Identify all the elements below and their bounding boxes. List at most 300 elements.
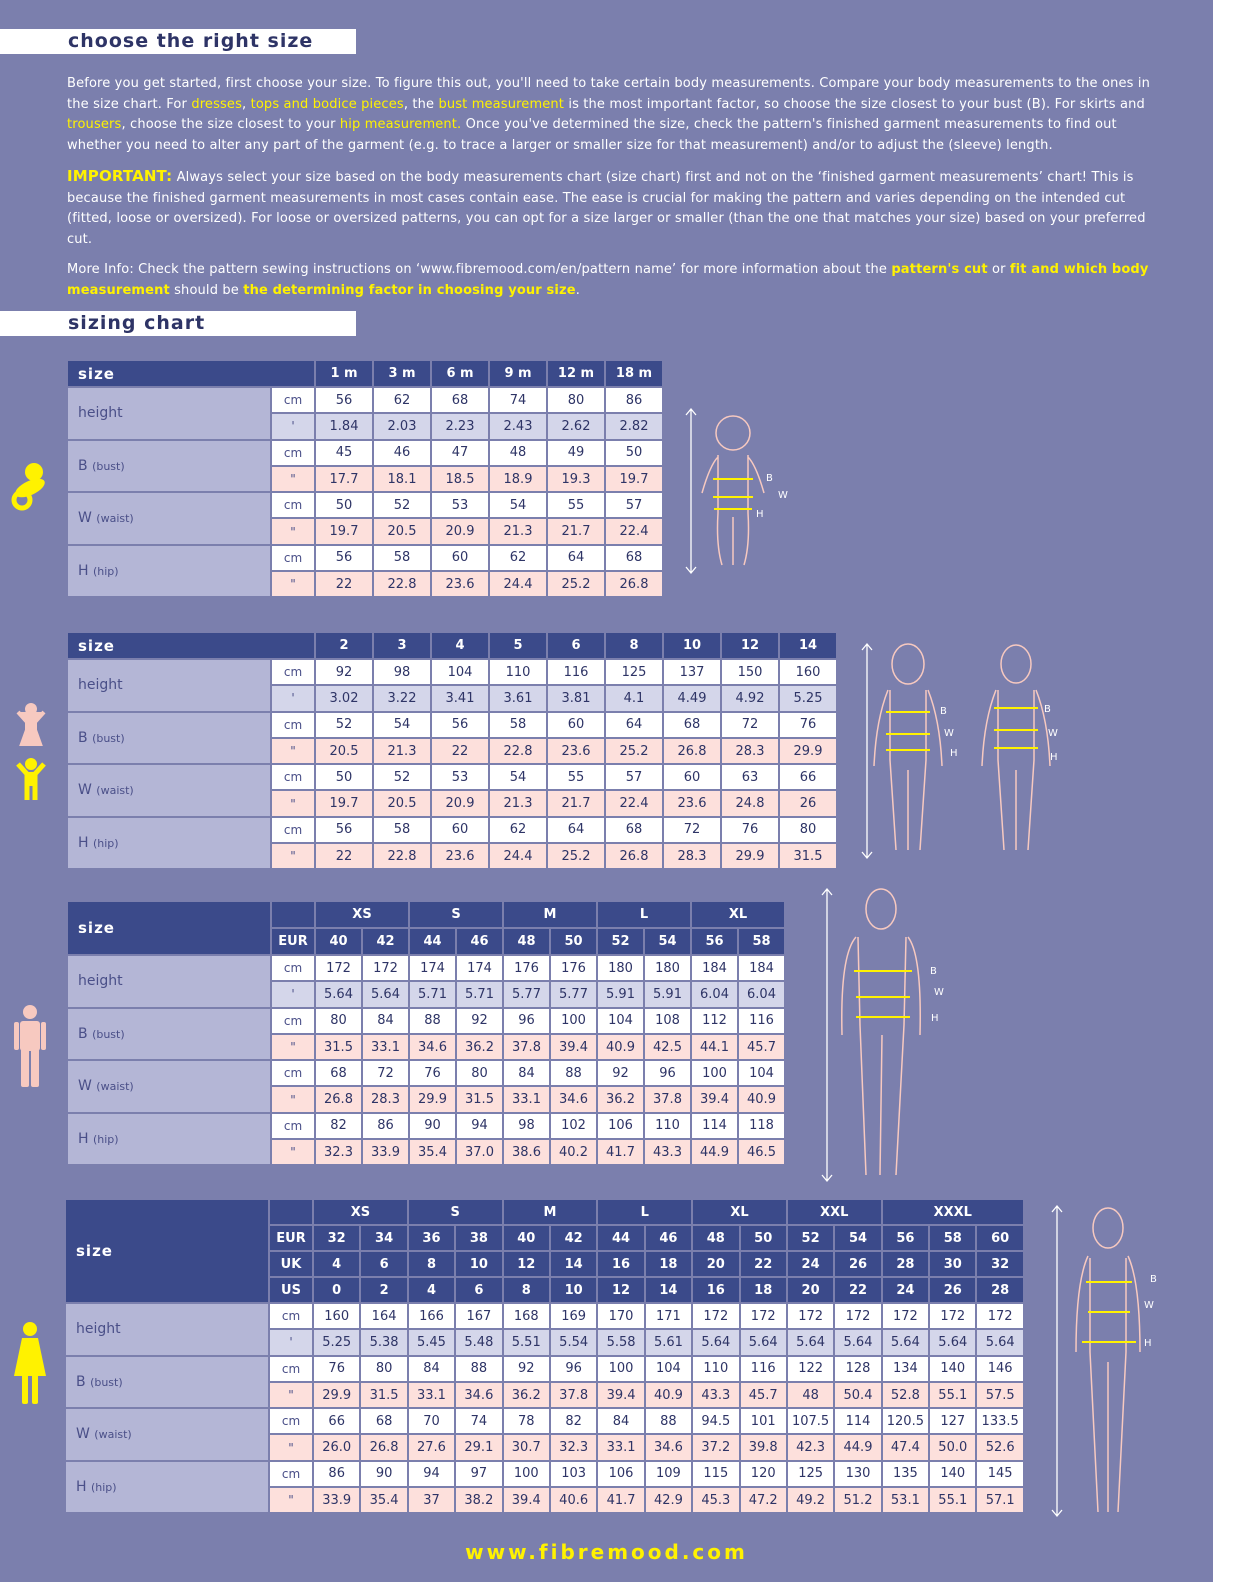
value-cell: 56 (315, 817, 373, 843)
value-cell: 34.6 (455, 1382, 502, 1408)
size-column-header: 26 (929, 1277, 976, 1303)
size-column-header: 6 (455, 1277, 502, 1303)
woman-icon (12, 1322, 48, 1404)
value-cell: 52.8 (882, 1382, 929, 1408)
important-label: IMPORTANT: (67, 167, 173, 185)
size-column-header: 8 (408, 1251, 455, 1277)
row-label-b: B (bust) (67, 440, 271, 493)
value-cell: 68 (663, 712, 721, 738)
value-cell: 58 (373, 817, 431, 843)
value-cell: 80 (779, 817, 837, 843)
value-cell: 174 (456, 955, 503, 981)
eur-label: EUR (271, 928, 315, 955)
value-cell: 137 (663, 659, 721, 685)
value-cell: 64 (605, 712, 663, 738)
section-title-chart: sizing chart (0, 311, 356, 336)
size-column-header: 40 (315, 928, 362, 955)
size-group-header: XL (692, 1199, 787, 1225)
table-row (67, 1060, 785, 1086)
value-cell: 56 (431, 712, 489, 738)
value-cell: 171 (645, 1303, 692, 1329)
size-column-header: 40 (503, 1225, 550, 1251)
unit-imperial: " (269, 1487, 313, 1513)
size-column-header: 52 (787, 1225, 834, 1251)
value-cell: 116 (738, 1008, 785, 1034)
figure-label-w: W (778, 490, 788, 501)
size-column-header: 4 (408, 1277, 455, 1303)
value-cell: 66 (313, 1408, 360, 1434)
value-cell: 29.9 (779, 738, 837, 764)
figure-label-w: W (944, 728, 954, 739)
size-column-header: 58 (738, 928, 785, 955)
women-size-table (64, 1198, 1025, 1514)
value-cell: 150 (721, 659, 779, 685)
value-cell: 2.62 (547, 413, 605, 439)
value-cell: 68 (431, 387, 489, 413)
unit-cm: cm (271, 1060, 315, 1086)
value-cell: 33.9 (362, 1139, 409, 1165)
unit-cm: cm (271, 712, 315, 738)
value-cell: 39.4 (550, 1034, 597, 1060)
value-cell: 84 (408, 1356, 455, 1382)
value-cell: 74 (455, 1408, 502, 1434)
unit-cm: cm (271, 492, 315, 518)
size-header: size (67, 360, 315, 387)
value-cell: 109 (645, 1461, 692, 1487)
unit-imperial: " (271, 790, 315, 816)
figure-label-b: B (930, 966, 937, 977)
value-cell: 5.64 (976, 1329, 1023, 1355)
row-label-sub: (waist) (96, 784, 134, 798)
size-column-header: 18 (740, 1277, 787, 1303)
value-cell: 40.9 (738, 1086, 785, 1112)
value-cell: 2.23 (431, 413, 489, 439)
table-row (67, 764, 837, 790)
value-cell: 5.64 (787, 1329, 834, 1355)
size-column-header: 26 (834, 1251, 881, 1277)
value-cell: 19.3 (547, 466, 605, 492)
value-cell: 3.02 (315, 685, 373, 711)
value-cell: 18.5 (431, 466, 489, 492)
pacifier-icon (10, 460, 52, 512)
value-cell: 23.6 (431, 571, 489, 597)
size-group-header: XS (315, 901, 409, 928)
value-cell: 120 (740, 1461, 787, 1487)
value-cell: 2.82 (605, 413, 663, 439)
value-cell: 20.5 (373, 518, 431, 544)
value-cell: 26.8 (605, 571, 663, 597)
value-cell: 45.3 (692, 1487, 739, 1513)
value-cell: 2.03 (373, 413, 431, 439)
value-cell: 43.3 (644, 1139, 691, 1165)
footer-url[interactable]: www.fibremood.com (465, 1540, 748, 1564)
unit-cm: cm (271, 764, 315, 790)
value-cell: 5.64 (882, 1329, 929, 1355)
value-cell: 21.7 (547, 790, 605, 816)
section-title-choose: choose the right size (0, 29, 356, 54)
value-cell: 22 (431, 738, 489, 764)
value-cell: 37 (408, 1487, 455, 1513)
value-cell: 40.2 (550, 1139, 597, 1165)
value-cell: 160 (779, 659, 837, 685)
size-column-header: 1 m (315, 360, 373, 387)
intro-text-span: More Info: Check the pattern sewing instructions on ‘www.fibremood.com/en/pattern name’ for more information about the (67, 262, 892, 277)
value-cell: 114 (834, 1408, 881, 1434)
value-cell: 5.77 (503, 981, 550, 1007)
value-cell: 172 (787, 1303, 834, 1329)
size-column-header: 58 (929, 1225, 976, 1251)
intro-text-span: fit and which body measurement (67, 262, 1149, 298)
value-cell: 32.3 (550, 1434, 597, 1460)
value-cell: 34.6 (645, 1434, 692, 1460)
value-cell: 92 (597, 1060, 644, 1086)
header-row (67, 632, 837, 659)
figure-label-b: B (766, 473, 773, 484)
figure-label-h: H (931, 1013, 939, 1024)
size-column-header: 6 (547, 632, 605, 659)
value-cell: 114 (691, 1113, 738, 1139)
value-cell: 80 (456, 1060, 503, 1086)
value-cell: 39.8 (740, 1434, 787, 1460)
value-cell: 3.81 (547, 685, 605, 711)
value-cell: 52 (315, 712, 373, 738)
value-cell: 94.5 (692, 1408, 739, 1434)
value-cell: 53.1 (882, 1487, 929, 1513)
table-row (65, 1408, 1024, 1434)
value-cell: 172 (692, 1303, 739, 1329)
value-cell: 23.6 (663, 790, 721, 816)
value-cell: 50 (315, 764, 373, 790)
value-cell: 60 (431, 545, 489, 571)
value-cell: 22.8 (489, 738, 547, 764)
table-row (67, 712, 837, 738)
value-cell: 33.1 (362, 1034, 409, 1060)
row-label-sub: (hip) (92, 565, 119, 579)
value-cell: 60 (547, 712, 605, 738)
row-label-h: H (hip) (65, 1461, 269, 1514)
size-column-header: 6 (360, 1251, 407, 1277)
value-cell: 44.1 (691, 1034, 738, 1060)
value-cell: 63 (721, 764, 779, 790)
value-cell: 50 (315, 492, 373, 518)
value-cell: 100 (550, 1008, 597, 1034)
value-cell: 5.64 (362, 981, 409, 1007)
value-cell: 58 (373, 545, 431, 571)
size-column-header: 54 (644, 928, 691, 955)
value-cell: 26.8 (663, 738, 721, 764)
unit-cm: cm (271, 955, 315, 981)
value-cell: 28.3 (362, 1086, 409, 1112)
value-cell: 55 (547, 764, 605, 790)
size-column-header: 28 (976, 1277, 1023, 1303)
value-cell: 5.25 (313, 1329, 360, 1355)
value-cell: 5.61 (645, 1329, 692, 1355)
size-group-header: M (503, 901, 597, 928)
value-cell: 90 (409, 1113, 456, 1139)
value-cell: 78 (503, 1408, 550, 1434)
value-cell: 3.61 (489, 685, 547, 711)
value-cell: 128 (834, 1356, 881, 1382)
value-cell: 76 (409, 1060, 456, 1086)
value-cell: 98 (503, 1113, 550, 1139)
row-label-sub: (bust) (90, 1375, 123, 1389)
value-cell: 172 (740, 1303, 787, 1329)
value-cell: 36.2 (597, 1086, 644, 1112)
unit-cm: cm (271, 545, 315, 571)
value-cell: 23.6 (547, 738, 605, 764)
value-cell: 55 (547, 492, 605, 518)
value-cell: 42.3 (787, 1434, 834, 1460)
size-column-header: 52 (597, 928, 644, 955)
intro-paragraph-3 (67, 260, 1157, 301)
size-column-header: 12 m (547, 360, 605, 387)
value-cell: 41.7 (597, 1139, 644, 1165)
intro-text-span: . (575, 282, 581, 298)
value-cell: 33.1 (408, 1382, 455, 1408)
header-row (67, 360, 663, 387)
value-cell: 4.49 (663, 685, 721, 711)
intro-text (67, 74, 1157, 311)
value-cell: 5.71 (456, 981, 503, 1007)
value-cell: 172 (929, 1303, 976, 1329)
value-cell: 49.2 (787, 1487, 834, 1513)
value-cell: 125 (787, 1461, 834, 1487)
size-column-header: 8 (503, 1277, 550, 1303)
value-cell: 146 (976, 1356, 1023, 1382)
size-column-header: 22 (834, 1277, 881, 1303)
intro-text-span: , the (403, 96, 439, 112)
size-column-header: 12 (597, 1277, 644, 1303)
value-cell: 29.9 (409, 1086, 456, 1112)
value-cell: 170 (597, 1303, 644, 1329)
figure-label-b: B (940, 706, 947, 717)
table-row (67, 1008, 785, 1034)
value-cell: 96 (550, 1356, 597, 1382)
value-cell: 106 (597, 1461, 644, 1487)
value-cell: 82 (315, 1113, 362, 1139)
size-column-header: 2 (360, 1277, 407, 1303)
baby-figure-diagram (680, 405, 790, 577)
value-cell: 90 (360, 1461, 407, 1487)
value-cell: 22.8 (373, 843, 431, 869)
value-cell: 68 (605, 545, 663, 571)
men-size-table (66, 900, 786, 1166)
unit-cm: cm (269, 1356, 313, 1382)
value-cell: 50 (605, 440, 663, 466)
size-column-header: 56 (882, 1225, 929, 1251)
value-cell: 140 (929, 1356, 976, 1382)
value-cell: 68 (360, 1408, 407, 1434)
value-cell: 1.84 (315, 413, 373, 439)
value-cell: 133.5 (976, 1408, 1023, 1434)
size-column-header: 50 (740, 1225, 787, 1251)
size-header: size (65, 1199, 269, 1303)
value-cell: 80 (360, 1356, 407, 1382)
intro-text-span: is the most important factor, so choose the size closest to your bust (B). For skirts and (564, 96, 1145, 112)
value-cell: 45 (315, 440, 373, 466)
value-cell: 94 (456, 1113, 503, 1139)
value-cell: 172 (834, 1303, 881, 1329)
value-cell: 28.3 (663, 843, 721, 869)
row-label-sub: (hip) (92, 1133, 119, 1147)
table-row (65, 1303, 1024, 1329)
value-cell: 27.6 (408, 1434, 455, 1460)
value-cell: 6.04 (738, 981, 785, 1007)
value-cell: 5.58 (597, 1329, 644, 1355)
intro-text-span: should be (169, 282, 244, 298)
value-cell: 5.38 (360, 1329, 407, 1355)
value-cell: 21.3 (489, 518, 547, 544)
size-column-header: 3 m (373, 360, 431, 387)
value-cell: 5.71 (409, 981, 456, 1007)
value-cell: 26.8 (605, 843, 663, 869)
value-cell: 39.4 (503, 1487, 550, 1513)
value-cell: 32.3 (315, 1139, 362, 1165)
value-cell: 54 (489, 492, 547, 518)
unit-cm: cm (271, 817, 315, 843)
header-spacer (271, 901, 315, 928)
value-cell: 37.8 (503, 1034, 550, 1060)
row-label-height: height (67, 659, 271, 712)
size-column-header: 5 (489, 632, 547, 659)
row-label-height: height (67, 955, 271, 1008)
value-cell: 66 (779, 764, 837, 790)
value-cell: 47 (431, 440, 489, 466)
row-label-w: W (waist) (65, 1408, 269, 1461)
table-row (67, 545, 663, 571)
value-cell: 108 (644, 1008, 691, 1034)
value-cell: 38.2 (455, 1487, 502, 1513)
value-cell: 44.9 (691, 1139, 738, 1165)
value-cell: 184 (738, 955, 785, 981)
value-cell: 21.3 (489, 790, 547, 816)
value-cell: 22 (315, 843, 373, 869)
size-group-header: M (503, 1199, 598, 1225)
unit-cm: cm (271, 387, 315, 413)
size-column-header: 32 (976, 1251, 1023, 1277)
value-cell: 103 (550, 1461, 597, 1487)
value-cell: 57.1 (976, 1487, 1023, 1513)
size-group-header: XXXL (882, 1199, 1024, 1225)
unit-imperial: " (271, 1086, 315, 1112)
figure-label-b: B (1044, 704, 1051, 715)
figure-label-b: B (1150, 1274, 1157, 1285)
value-cell: 35.4 (409, 1139, 456, 1165)
unit-imperial: ' (271, 413, 315, 439)
value-cell: 118 (738, 1113, 785, 1139)
value-cell: 53 (431, 764, 489, 790)
kids-size-table (66, 631, 838, 870)
value-cell: 55.1 (929, 1382, 976, 1408)
size-column-header: 18 m (605, 360, 663, 387)
value-cell: 172 (882, 1303, 929, 1329)
value-cell: 172 (315, 955, 362, 981)
value-cell: 164 (360, 1303, 407, 1329)
value-cell: 84 (503, 1060, 550, 1086)
value-cell: 5.91 (644, 981, 691, 1007)
figure-label-w: W (1048, 728, 1058, 739)
size-group-header: XXL (787, 1199, 882, 1225)
value-cell: 29.9 (313, 1382, 360, 1408)
value-cell: 34.6 (550, 1086, 597, 1112)
value-cell: 72 (663, 817, 721, 843)
value-cell: 96 (644, 1060, 691, 1086)
value-cell: 57.5 (976, 1382, 1023, 1408)
value-cell: 92 (503, 1356, 550, 1382)
table-row (65, 1461, 1024, 1487)
table-row (67, 440, 663, 466)
header-row (65, 1199, 1024, 1225)
intro-paragraph-1 (67, 74, 1157, 156)
value-cell: 88 (645, 1408, 692, 1434)
value-cell: 20.9 (431, 518, 489, 544)
figure-label-h: H (1050, 752, 1058, 763)
value-cell: 86 (605, 387, 663, 413)
row-label-sub: (hip) (90, 1481, 117, 1495)
value-cell: 127 (929, 1408, 976, 1434)
important-text: Always select your size based on the body measurements chart (size chart) first and not on the ‘finished garment measurements’ chart! This is because the finished garment measurements in most cases contain ease. The ease is crucial for making the pattern and varies depending on the intended cut (fitted, loose or oversized). For loose or oversized patterns, you can opt for a size larger or smaller (than the one that matches your size) based on your preferred cut. (67, 170, 1146, 247)
table-row (67, 1113, 785, 1139)
table-row (67, 492, 663, 518)
value-cell: 6.04 (691, 981, 738, 1007)
unit-imperial: " (271, 843, 315, 869)
row-label-h: H (hip) (67, 817, 271, 870)
man-icon (12, 1005, 48, 1087)
value-cell: 31.5 (779, 843, 837, 869)
row-label-sub: (bust) (92, 731, 125, 745)
size-group-header: L (597, 901, 691, 928)
value-cell: 50.4 (834, 1382, 881, 1408)
size-column-header: 50 (550, 928, 597, 955)
value-cell: 62 (373, 387, 431, 413)
size-group-header: S (409, 901, 503, 928)
value-cell: 172 (362, 955, 409, 981)
value-cell: 72 (362, 1060, 409, 1086)
figure-label-h: H (950, 748, 958, 759)
value-cell: 49 (547, 440, 605, 466)
value-cell: 112 (691, 1008, 738, 1034)
size-column-header: 48 (692, 1225, 739, 1251)
woman-figure-diagram (1046, 1202, 1176, 1520)
value-cell: 116 (547, 659, 605, 685)
value-cell: 88 (455, 1356, 502, 1382)
value-cell: 20.5 (373, 790, 431, 816)
size-column-header: 42 (362, 928, 409, 955)
value-cell: 22.4 (605, 790, 663, 816)
value-cell: 5.64 (929, 1329, 976, 1355)
intro-text-span: dresses (191, 96, 242, 112)
value-cell: 176 (550, 955, 597, 981)
size-header: size (67, 632, 315, 659)
size-column-header: 16 (692, 1277, 739, 1303)
value-cell: 92 (456, 1008, 503, 1034)
value-cell: 19.7 (315, 518, 373, 544)
size-group-header: XL (691, 901, 785, 928)
value-cell: 23.6 (431, 843, 489, 869)
size-column-header: 18 (645, 1251, 692, 1277)
unit-imperial: " (271, 466, 315, 492)
value-cell: 5.64 (692, 1329, 739, 1355)
value-cell: 19.7 (315, 790, 373, 816)
value-cell: 4.1 (605, 685, 663, 711)
size-header: size (67, 901, 271, 955)
value-cell: 37.2 (692, 1434, 739, 1460)
value-cell: 54 (489, 764, 547, 790)
value-cell: 46 (373, 440, 431, 466)
value-cell: 180 (644, 955, 691, 981)
row-label-w: W (waist) (67, 1060, 271, 1113)
size-column-header: 14 (779, 632, 837, 659)
